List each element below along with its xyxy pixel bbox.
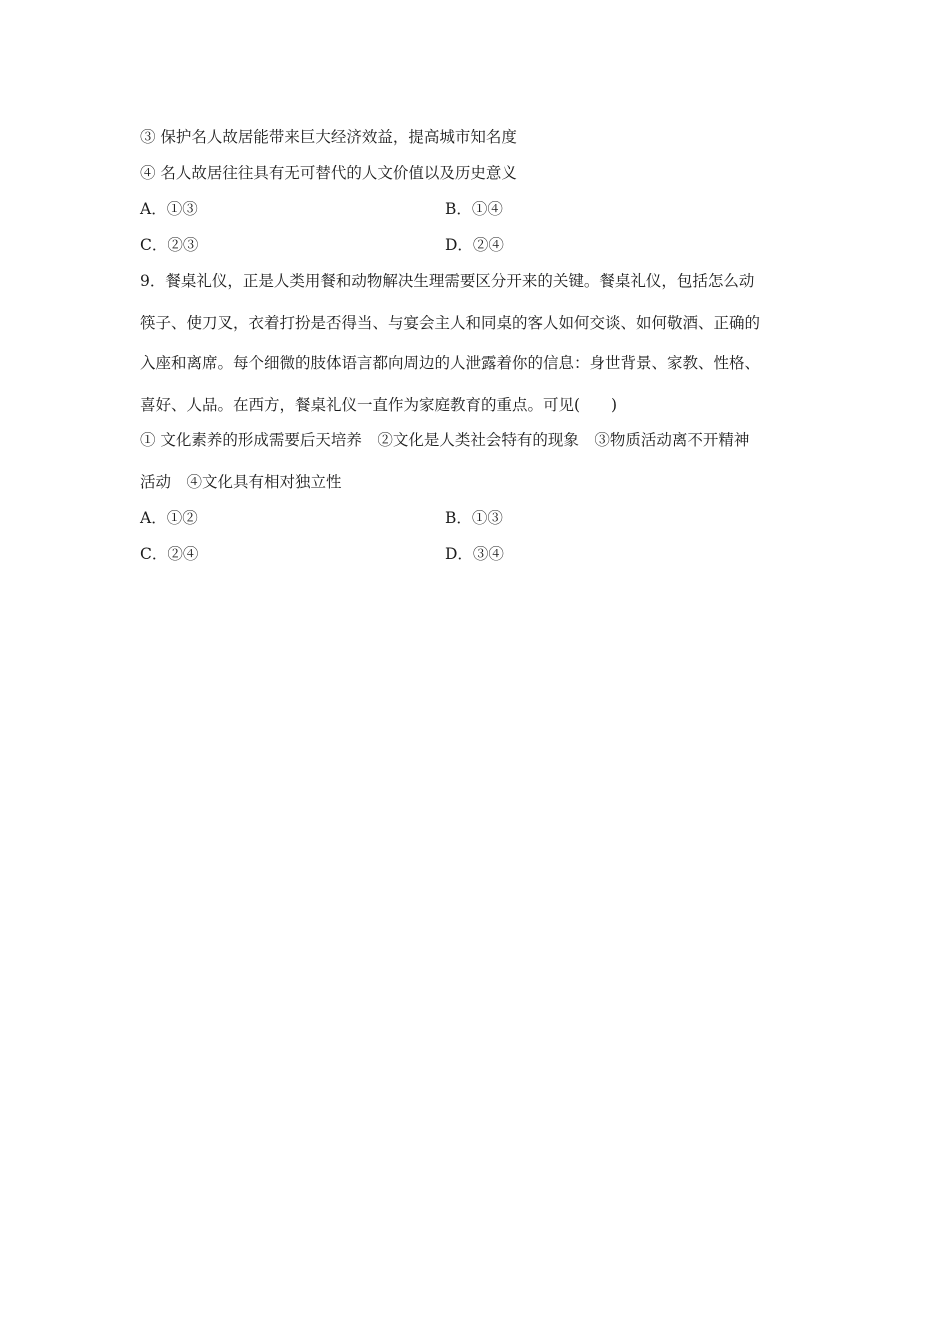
q9-stem-line-3: 入座和离席。每个细微的肢体语言都向周边的人泄露着你的信息：身世背景、家教、性格、 xyxy=(140,354,761,372)
q8-option-d: D．②④ xyxy=(445,236,504,254)
q9-stem-line-2: 筷子、使刀叉，衣着打扮是否得当、与宴会主人和同桌的客人如何交谈、如何敬酒、正确的 xyxy=(140,314,761,332)
q9-option-b: B．①③ xyxy=(445,509,503,527)
q8-statement-3: ③ 保护名人故居能带来巨大经济效益，提高城市知名度 xyxy=(140,128,517,146)
q8-option-a: A．①③ xyxy=(140,200,198,218)
q8-option-c: C．②③ xyxy=(140,236,199,254)
q9-stem-line-1: 9．餐桌礼仪，正是人类用餐和动物解决生理需要区分开来的关键。餐桌礼仪，包括怎么动 xyxy=(140,272,755,290)
q8-option-b: B．①④ xyxy=(445,200,503,218)
q9-stem-line-4: 喜好、人品。在西方，餐桌礼仪一直作为家庭教育的重点。可见( ) xyxy=(140,396,618,414)
q9-statements-line-2: 活动 ④文化具有相对独立性 xyxy=(140,473,342,491)
q9-option-a: A．①② xyxy=(140,509,198,527)
q9-statements-line-1: ① 文化素养的形成需要后天培养 ②文化是人类社会特有的现象 ③物质活动离不开精神 xyxy=(140,431,750,449)
q8-statement-4: ④ 名人故居往往具有无可替代的人文价值以及历史意义 xyxy=(140,164,517,182)
q9-option-d: D．③④ xyxy=(445,545,504,563)
q9-option-c: C．②④ xyxy=(140,545,199,563)
